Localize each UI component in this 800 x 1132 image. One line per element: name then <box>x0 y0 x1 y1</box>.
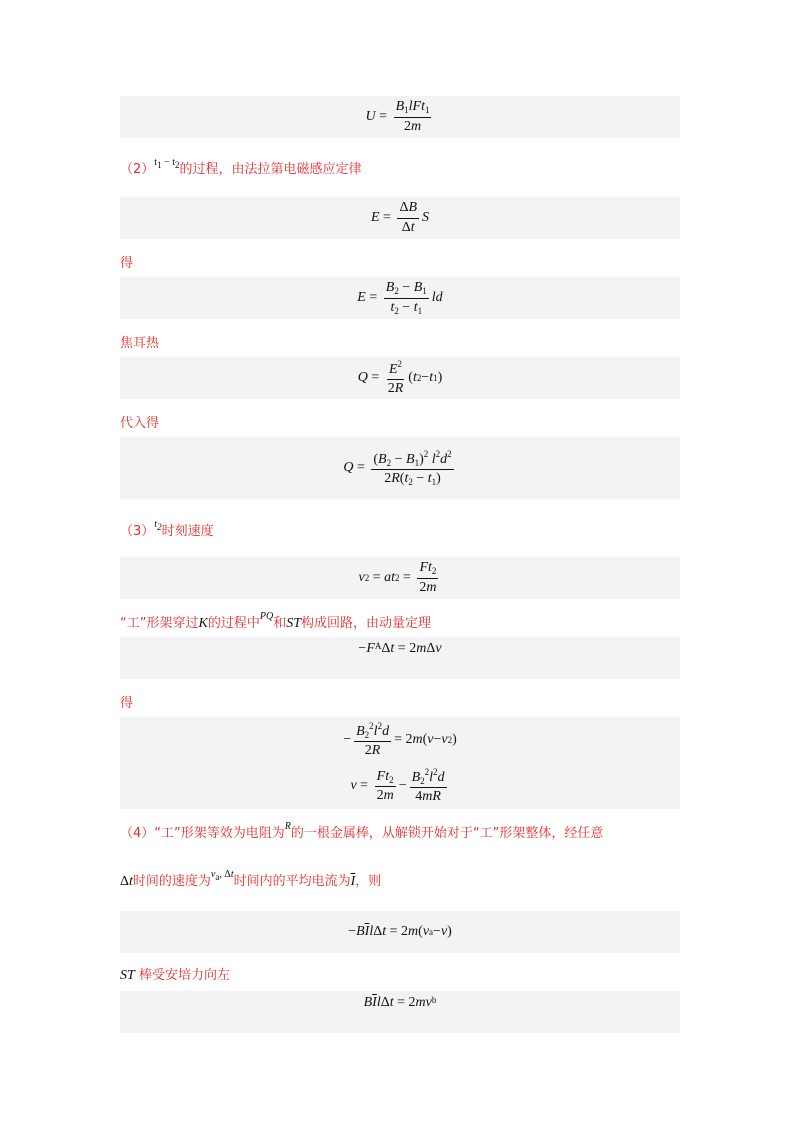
equation-box-velocity: v 2 = at 2 = $\frac{Ft_2}{2m}$ <box>120 557 680 599</box>
equation-box-emf-law: E = $\frac{\Delta B}{\Delta t}$ S <box>120 197 680 239</box>
text-de-2: 得 <box>120 696 134 711</box>
equation-box-heat-result: Q = $\frac{(B_2 - B_1)^2 l^2d^2}{2R(t_2 - t_1)}$ <box>120 437 680 499</box>
equation-box-heat: Q = $\frac{E^2}{2R}$ ( t 2 − t 1 ) <box>120 357 680 399</box>
text-substitute: 代入得 <box>120 416 160 431</box>
text-st-force: ST 棒受安培力向左 <box>120 968 230 983</box>
text-frame-through: “工”形架穿过K的过程中$^{PQ}$和ST构成回路，由动量定理 <box>120 611 432 631</box>
part-4-heading: （4）“工”形架等效为电阻为$^R$的一根金属棒，从解锁开始对于“工”形架整体，经任意 <box>120 821 604 841</box>
equation-box-final-velocity: − $\frac{B_2^2l^2d}{2R}$ = 2 m ( v − v 2 ) v = $\frac{Ft_2}{2m}$ − $\frac{B_2^2l^2d}{4mR}$ <box>120 717 680 809</box>
text-de-1: 得 <box>120 256 134 271</box>
equation-box-impulse: − B $\overline{I}$ l Δ t = 2 m ( v a − v ) <box>120 911 680 953</box>
part-3-heading: $(3)^{t_2}$时刻速度 <box>120 519 214 539</box>
equation-box-emf: E = $\frac{B_2 - B_1}{t_2 - t_1}$ ld <box>120 277 680 319</box>
part-4-line-2: Δt时间的速度为$^{v_a, \Delta t}$时间内的平均电流为$\overline{I}$，则 <box>120 869 382 889</box>
equation-box-momentum: − F $^A$ Δ t = 2 m Δ v <box>120 637 680 679</box>
equation-box-voltage: U = $\frac{B_1lFt_1}{2m}$ <box>120 96 680 138</box>
part-2-heading: $(2)^{t_1 - t_2}$的过程，由法拉第电磁感应定律 <box>120 157 362 177</box>
equation-box-impulse-st: B $\overline{I}$ l Δ t = 2 mv $^b$ <box>120 991 680 1033</box>
text-joule-heat: 焦耳热 <box>120 336 160 351</box>
